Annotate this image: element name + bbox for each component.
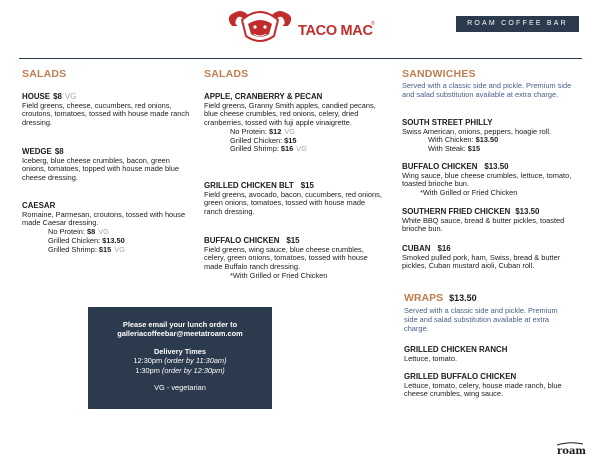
item-price: $13.50 (515, 207, 540, 216)
item-description: Wing sauce, blue cheese crumbles, lettuce, tomato, toasted brioche bun. (402, 170, 572, 189)
item-price: $13.50 (484, 162, 509, 171)
vegetarian-legend: VG - vegetarian (154, 383, 206, 393)
item-name: GRILLED BUFFALO CHICKEN (404, 372, 517, 381)
item-name: CUBAN (402, 244, 431, 253)
delivery-times-heading: Delivery Times (153, 346, 207, 356)
item-price: $15 (300, 181, 314, 190)
option-no-protein: No Protein: $8 VG (48, 227, 109, 237)
wraps-price: $13.50 (449, 293, 477, 303)
order-instruction: Please email your lunch order to (122, 320, 238, 329)
menu-item-caesar (22, 201, 194, 254)
brand-logo-registered: ® (371, 21, 375, 27)
item-description: Iceberg, blue cheese crumbles, bacon, green onions, tomatoes, topped with house made blue cheese dressing. (22, 155, 179, 183)
option-with-chicken: With Chicken: $13.50 (428, 135, 499, 145)
item-description: Smoked pulled pork, ham, Swiss, bread & butter pickles, Cuban mustard aioli, Cuban roll. (402, 252, 561, 271)
item-note: *With Grilled or Fried Chicken (420, 188, 518, 198)
item-name: APPLE, CRANBERRY & PECAN (204, 92, 323, 101)
item-name: SOUTHERN FRIED CHICKEN (402, 207, 511, 216)
menu-item-buffalo-chicken-sandwich (402, 162, 577, 198)
vegetarian-tag: VG (64, 92, 77, 101)
item-description: Field greens, wing sauce, blue cheese crumbles, celery, green onions, tomatoes, tossed with house made Buffalo ranch dressing. (204, 244, 368, 272)
item-name: CAESAR (22, 201, 56, 210)
order-info-box (88, 307, 272, 409)
item-name: GRILLED CHICKEN BLT (204, 181, 294, 190)
menu-item-grilled-chicken-blt (204, 181, 382, 217)
item-description: Lettuce, tomato, celery, house made ranch, blue cheese crumbles, wing sauce. (404, 380, 562, 399)
option-with-steak: With Steak: $15 (428, 144, 481, 154)
menu-item-buffalo-chicken-salad (204, 236, 384, 281)
delivery-time-1: 12:30pm (order by 11:30am) (133, 356, 227, 366)
section-heading-salads: SALADS (204, 68, 249, 80)
sandwiches-intro: Served with a classic side and pickle. Premium side and salad substitution available at extra charge. (402, 81, 572, 99)
menu-item-southern-fried-chicken (402, 207, 578, 234)
item-price: $15 (286, 236, 300, 245)
item-description: Field greens, cheese, cucumbers, red onions, croutons, tomatoes, tossed with house made ranch dressing. (22, 100, 190, 128)
option-grilled-chicken: Grilled Chicken: $13.50 (48, 235, 125, 245)
header-divider (19, 58, 582, 59)
roam-footer-logo: roam (557, 446, 586, 457)
item-name: SOUTH STREET PHILLY (402, 118, 493, 127)
menu-item-grilled-buffalo-chicken (404, 372, 566, 399)
menu-item-cuban (402, 244, 584, 271)
item-price: $16 (437, 244, 451, 253)
wraps-intro: Served with a classic side and pickle. Premium side and salad substitution available at extra charge. (404, 306, 558, 333)
menu-item-apple-cranberry-pecan (204, 92, 382, 154)
item-price: $8 (54, 147, 64, 156)
option-grilled-chicken: Grilled Chicken: $15 (230, 135, 297, 145)
item-name: BUFFALO CHICKEN (402, 162, 478, 171)
roam-coffee-bar-badge: ROAM COFFEE BAR (456, 16, 579, 32)
item-name: HOUSE (22, 92, 51, 101)
brand-logo-text: TACO MAC (298, 23, 373, 39)
item-description: Swiss American, onions, peppers, hoagie roll. (402, 126, 552, 136)
section-heading-sandwiches: SANDWICHES (402, 68, 476, 80)
menu-item-wedge (22, 147, 194, 183)
item-note: *With Grilled or Fried Chicken (230, 270, 328, 280)
item-description: Field greens, avocado, bacon, cucumbers, red onions, green onions, tomatoes, tossed with house made ranch dressing. (204, 189, 382, 217)
menu-item-grilled-chicken-ranch (404, 345, 507, 363)
section-heading-wraps: WRAPS (404, 292, 444, 304)
delivery-time-2: 1:30pm (order by 12:30pm) (135, 365, 225, 375)
item-description: White BBQ sauce, bread & butter pickles, toasted brioche bun. (402, 215, 565, 234)
option-no-protein: No Protein: $12 VG (230, 126, 296, 136)
item-description: Lettuce, tomato. (404, 353, 457, 363)
menu-item-south-street-philly (402, 118, 551, 154)
item-name: GRILLED CHICKEN RANCH (404, 345, 508, 354)
option-grilled-shrimp: Grilled Shrimp: $16 VG (230, 144, 307, 154)
order-email: galleriacoffeebar@meetatroam.com (117, 329, 243, 339)
item-description: Field greens, Granny Smith apples, candied pecans, blue cheese crumbles, red onions, celery, dried cranberries, tossed with fuji apple vinaigrette. (204, 100, 376, 128)
item-name: WEDGE (22, 147, 52, 156)
section-heading-salads: SALADS (22, 68, 67, 80)
wraps-heading-row (404, 294, 477, 304)
item-name: BUFFALO CHICKEN (204, 236, 280, 245)
item-description: Romaine, Parmesan, croutons, tossed with house made Caesar dressing. (22, 209, 186, 228)
option-grilled-shrimp: Grilled Shrimp: $15 VG (48, 244, 125, 254)
item-price: $8 (53, 92, 62, 101)
menu-item-house (22, 92, 194, 128)
